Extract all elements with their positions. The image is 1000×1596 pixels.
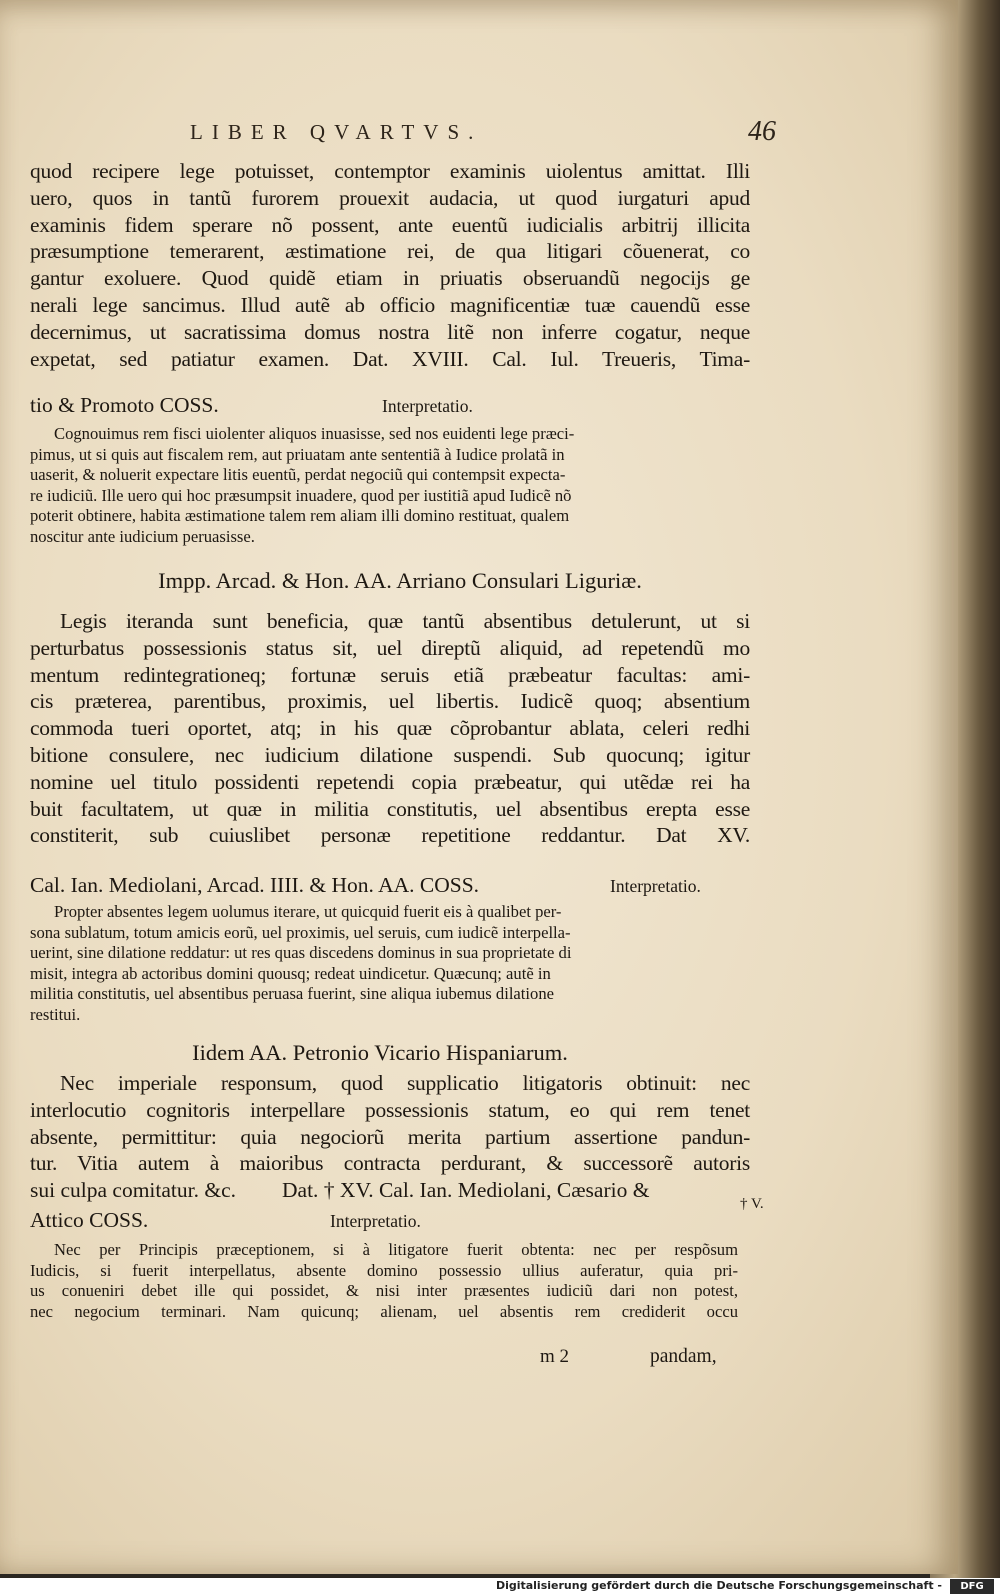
consuls-line-3 <box>30 1208 770 1238</box>
page-header <box>96 118 776 154</box>
interpretatio-label-3: Interpretatio. <box>330 1211 421 1231</box>
section-heading-arcad-hon: Impp. Arcad. & Hon. AA. Arriano Consulari Liguriæ. <box>158 568 642 593</box>
catchword: pandam, <box>650 1346 717 1367</box>
law-text-1: quod recipere lege potuisset, contemptor examinis uiolentus amittat. Illi uero, quos in tantũ furorem prouexit audacia, ut quod iurgaturi apud examinis fidem sperare nõ possent, ante euentũ iudicialis arbitrij illicita præsumptione temerarent, æstimatione rei, de qua litigari cõuenerat, co gantur exoluere. Quod quidẽ etiam in priuatis obseruandũ negocijs ge nerali lege sancimus. Illud autẽ ab officio magnificentiæ tuæ cauendũ esse decernimus, ut sacratissima domus nostra litẽ non inferre cogatur, neque expetat, sed patiatur examen. Dat. XVIII. Cal. Iul. Treueris, Tima- <box>30 159 750 371</box>
law-text-3: Nec imperiale responsum, quod supplicatio litigatoris obtinuit: nec interlocutio cognitoris interpellare possessionis statum, eo qui rem tenet absente, permittitur: quia negociorũ merita partium assertione pandun- tur. Vitia autem à maioribus contracta perdurant, & successorẽ autoris <box>30 1071 750 1176</box>
dat-line-3 <box>30 1178 770 1208</box>
law-text-2: Legis iteranda sunt beneficia, quæ tantũ absentibus detulerunt, ut si perturbatus possessionis status sit, uel direptũ aliquid, ad repetendũ mo mentum redintegrationeq; fortunæ seruis etiã præbeatur facultas: ami- cis præterea, parentibus, proximis, uel libertis. Iudicẽ quoq; absentium commoda tueri oportet, atq; in his quæ cõprobantur ablata, celeri redhi bitione consulere, nec iudicium dilatione suspendi. Sub quocunq; igitur nomine uel titulo possidenti repetendi copia præbeatur, qui utẽdæ rei ha buit facultatem, ut quæ in militia constitutis, uel absentibus erepta esse constiterit, sub cuiuslibet personæ repetitione reddantur. Dat XV. <box>30 609 750 848</box>
interpretatio-text-3: Nec per Principis præceptionem, si à litigatore fuerit obtenta: nec per respõsum Iudicis, si fuerit interpellatus, absente domino possessio ullius auferatur, quia pri- us conueniri debet ille qui possidet, & nisi inter præsentes iudiciũ dari non potest, nec negocium terminari. Nam quicunq; alienam, uel absentis rem crediderit occu <box>30 1240 738 1321</box>
section-heading-iidem: Iidem AA. Petronio Vicario Hispaniarum. <box>192 1040 568 1065</box>
interpretatio-label-2: Interpretatio. <box>610 876 701 896</box>
footer-bar <box>0 1578 1000 1596</box>
dat-text-3: sui culpa comitatur. &c. <box>30 1178 236 1202</box>
folio-number: 46 <box>748 116 776 147</box>
consuls-3: Attico COSS. <box>30 1208 149 1232</box>
footer-credit: Digitalisierung gefördert durch die Deutsche Forschungsgemeinschaft - <box>495 1579 942 1592</box>
dat-tail-3: Dat. † XV. Cal. Ian. Mediolani, Cæsario & <box>282 1178 650 1202</box>
consuls-line-1 <box>30 393 770 423</box>
margin-note: † V. <box>740 1196 764 1212</box>
interpretatio-text-2: Propter absentes legem uolumus iterare, ut quicquid fuerit eis à qualibet per- sona sublatum, totum amicis eorũ, uel proximis, uel seruis, cum iudicẽ interpella- uerint, sine dilatione reddatur: ut res quas discedens dominus in sua proprietate di misit, integra ab actoribus domini quousq; redeat uindicetur. Quæcunq; autẽ in militia constitutis, uel absentibus peruasa fuerint, sine aliqua iubemus dilatione restitui. <box>30 902 572 1024</box>
running-head: LIBER QVARTVS. <box>190 120 483 144</box>
consuls-2: Cal. Ian. Mediolani, Arcad. IIII. & Hon. AA. COSS. <box>30 873 480 897</box>
signature-mark: m 2 <box>540 1346 570 1367</box>
consuls-1: tio & Promoto COSS. <box>30 393 219 417</box>
interpretatio-label-1: Interpretatio. <box>382 396 473 416</box>
consuls-line-2 <box>30 873 770 903</box>
interpretatio-text-1: Cognouimus rem fisci uiolenter aliquos inuasisse, sed nos euidenti lege præci- pimus, ut si quis aut fiscalem rem, aut priuatam ante sententiã à Iudice prolatã in uaserit, & noluerit expectare litis euentũ, perdat negociũ qui contempsit expecta- re iudiciũ. Ille uero qui hoc præsumpsit inuadere, quod per iustitiã apud Iudicẽ nõ poterit obtinere, habita æstimatione talem rem aliam illi domino restituat, qualem noscitur ante iudicium peruasisse. <box>30 424 575 546</box>
dfg-logo-icon: DFG <box>950 1579 994 1594</box>
